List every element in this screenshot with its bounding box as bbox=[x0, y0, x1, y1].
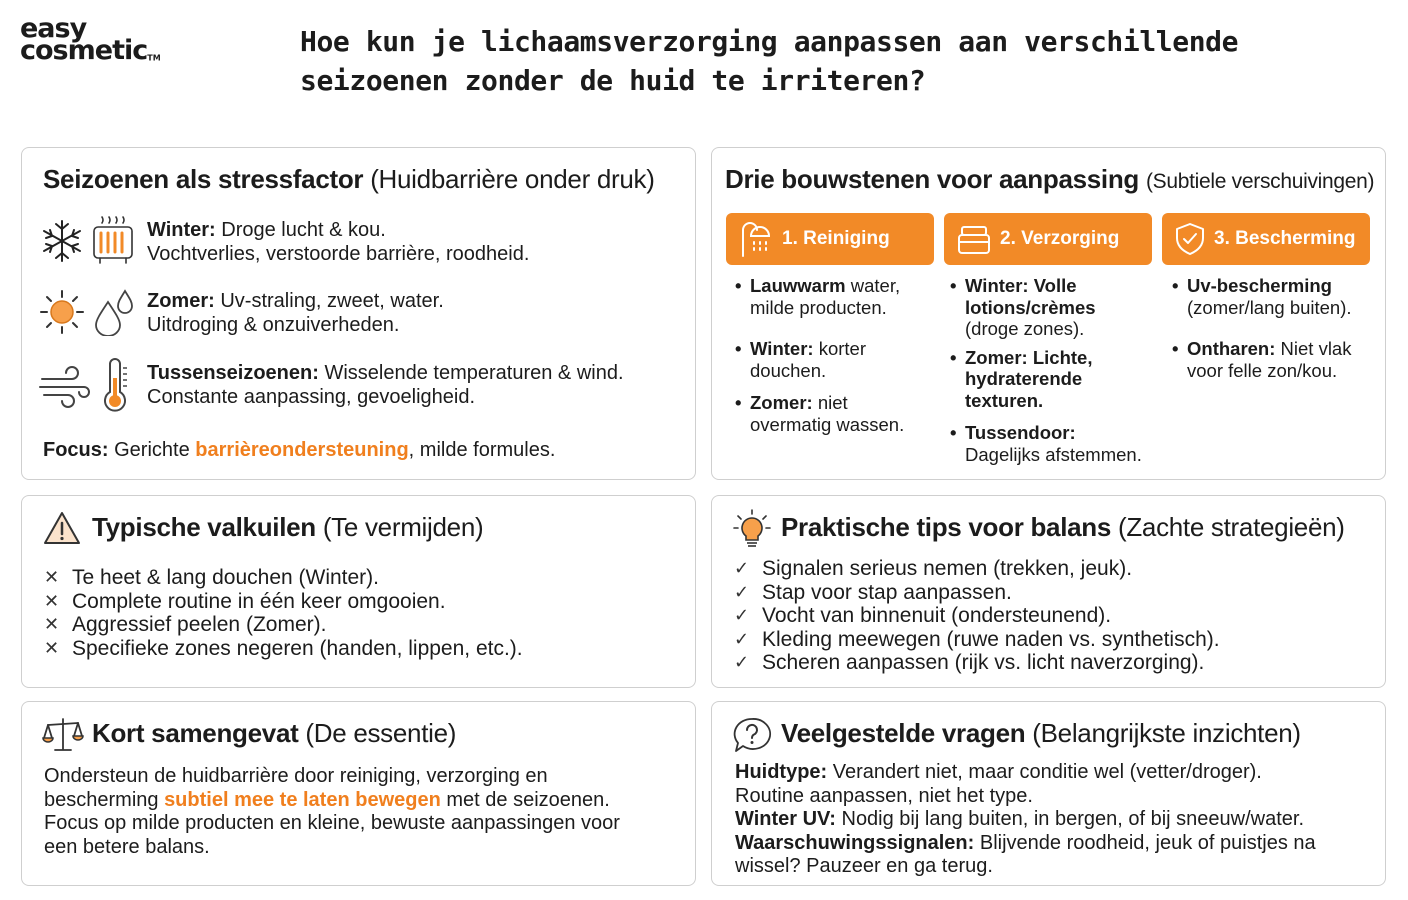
tips-card-title: Praktische tips voor balans (Zachte strategieën) bbox=[781, 512, 1345, 542]
cleansing-column bbox=[735, 275, 904, 446]
sun-icon bbox=[38, 288, 86, 336]
cleansing-point: • Zomer: niet overmatig wassen. bbox=[735, 392, 904, 435]
snowflake-icon bbox=[40, 218, 84, 264]
care-point: • Zomer: Lichte, hydraterende texturen. bbox=[950, 347, 1142, 412]
tab-care: 2. Verzorging bbox=[944, 213, 1152, 265]
seasons-card-title: Seizoenen als stressfactor (Huidbarrière onder druk) bbox=[43, 164, 655, 194]
pitfalls-card-title: Typische valkuilen (Te vermijden) bbox=[92, 512, 484, 542]
season-summer: Zomer: Uv-straling, zweet, water. Uitdroging & onzuiverheden. bbox=[147, 290, 444, 336]
faq-winter-uv: Winter UV: Nodig bij lang buiten, in bergen, of bij sneeuw/water. bbox=[735, 808, 1305, 830]
care-point: • Tussendoor: Dagelijks afstemmen. bbox=[950, 422, 1142, 465]
tip-item: ✓ Scheren aanpassen (rijk vs. licht naverzorging). bbox=[734, 651, 1205, 675]
page-title bbox=[300, 22, 1300, 100]
water-drops-icon bbox=[92, 288, 136, 336]
pitfalls-list bbox=[44, 566, 523, 660]
tip-item: ✓ Vocht van binnenuit (ondersteunend). bbox=[734, 604, 1112, 628]
season-winter: Winter: Droge lucht & kou. Vochtverlies, verstoorde barrière, roodheid. bbox=[147, 219, 530, 265]
page-title-line-2: seizoenen zonder de huid te irriteren? bbox=[300, 64, 926, 97]
pitfall-item: ✕ Aggressief peelen (Zomer). bbox=[44, 613, 327, 637]
tip-item: ✓ Signalen serieus nemen (trekken, jeuk). bbox=[734, 557, 1133, 580]
seasons-focus: Focus: Gerichte barrièreondersteuning, milde formules. bbox=[43, 439, 556, 461]
summary-text: Ondersteun de huidbarrière door reiniging, verzorging en bescherming subtiel mee te laten bewegen met de seizoenen. Focus op milde producten en kleine, bewuste aanpassingen voor een betere balans. bbox=[44, 765, 620, 858]
cream-jar-icon bbox=[956, 222, 992, 256]
shield-check-icon bbox=[1174, 221, 1206, 257]
season-transitional: Tussenseizoenen: Wisselende temperaturen & wind. Constante aanpassing, gevoeligheid. bbox=[147, 362, 624, 408]
warning-icon bbox=[42, 510, 82, 546]
pitfall-item: ✕ Complete routine in één keer omgooien. bbox=[44, 589, 446, 613]
balance-scale-icon bbox=[42, 716, 84, 754]
x-mark-icon: ✕ bbox=[44, 614, 60, 635]
thermometer-icon bbox=[100, 358, 130, 414]
tip-item: ✓ Kleding meewegen (ruwe naden vs. synthetisch). bbox=[734, 627, 1220, 651]
faq-warning-signs: Waarschuwingssignalen: Blijvende roodheid, jeuk of puistjes na bbox=[735, 831, 1316, 854]
check-mark-icon: ✓ bbox=[734, 652, 750, 673]
check-mark-icon: ✓ bbox=[734, 558, 750, 578]
tab-protection: 3. Bescherming bbox=[1162, 213, 1370, 265]
page-title-line-1: Hoe kun je lichaamsverzorging aanpassen aan verschillende bbox=[300, 25, 1239, 58]
tip-item: ✓ Stap voor stap aanpassen. bbox=[734, 580, 1012, 604]
question-bubble-icon bbox=[732, 716, 772, 754]
care-point: • Winter: Volle lotions/crèmes (droge zones). bbox=[950, 275, 1142, 340]
pitfall-item: ✕ Specifieke zones negeren (handen, lippen, etc.). bbox=[44, 636, 523, 660]
cleansing-point: • Lauwwarm water, milde producten. bbox=[735, 275, 904, 318]
x-mark-icon: ✕ bbox=[44, 590, 60, 611]
protection-point: • Ontharen: Niet vlak voor felle zon/kou. bbox=[1172, 338, 1352, 381]
tips-card bbox=[711, 495, 1386, 688]
summary-card bbox=[21, 701, 696, 886]
lightbulb-icon bbox=[732, 508, 772, 550]
faq-card bbox=[711, 701, 1386, 886]
building-blocks-card-title: Drie bouwstenen voor aanpassing (Subtiele verschuivingen) bbox=[725, 164, 1375, 194]
x-mark-icon: ✕ bbox=[44, 567, 60, 587]
protection-point: • Uv-bescherming (zomer/lang buiten). bbox=[1172, 275, 1352, 318]
shower-icon bbox=[738, 220, 774, 258]
check-mark-icon: ✓ bbox=[734, 605, 750, 626]
radiator-icon bbox=[90, 214, 136, 266]
brand-logo bbox=[20, 13, 161, 67]
cleansing-point: • Winter: korter douchen. bbox=[735, 338, 904, 381]
protection-column bbox=[1172, 275, 1352, 392]
pitfall-item: ✕ Te heet & lang douchen (Winter). bbox=[44, 566, 380, 589]
check-mark-icon: ✓ bbox=[734, 581, 750, 602]
care-column bbox=[950, 275, 1142, 476]
faq-skin-type: Huidtype: Verandert niet, maar conditie wel (vetter/droger). bbox=[735, 761, 1262, 783]
pitfalls-card bbox=[21, 495, 696, 688]
x-mark-icon: ✕ bbox=[44, 637, 60, 658]
seasons-card bbox=[21, 147, 696, 480]
tab-cleansing: 1. Reiniging bbox=[726, 213, 934, 265]
faq-text: Huidtype: Verandert niet, maar conditie wel (vetter/droger). Routine aanpassen, niet het type. Winter UV: Nodig bij lang buiten, in bergen, of bij sneeuw/water. Waarschuwingssignalen: Blijvende roodheid, jeuk of puistjes na wissel? Pauzeer en ga terug. bbox=[735, 761, 1316, 877]
tips-list bbox=[734, 557, 1220, 675]
building-blocks-card bbox=[711, 147, 1386, 480]
logo-line-1: easy bbox=[20, 13, 87, 44]
summary-card-title: Kort samengevat (De essentie) bbox=[92, 718, 457, 748]
wind-icon bbox=[38, 366, 92, 408]
logo-line-2: cosmeticTM bbox=[20, 35, 161, 67]
faq-card-title: Veelgestelde vragen (Belangrijkste inzichten) bbox=[781, 718, 1301, 748]
check-mark-icon: ✓ bbox=[734, 628, 750, 649]
